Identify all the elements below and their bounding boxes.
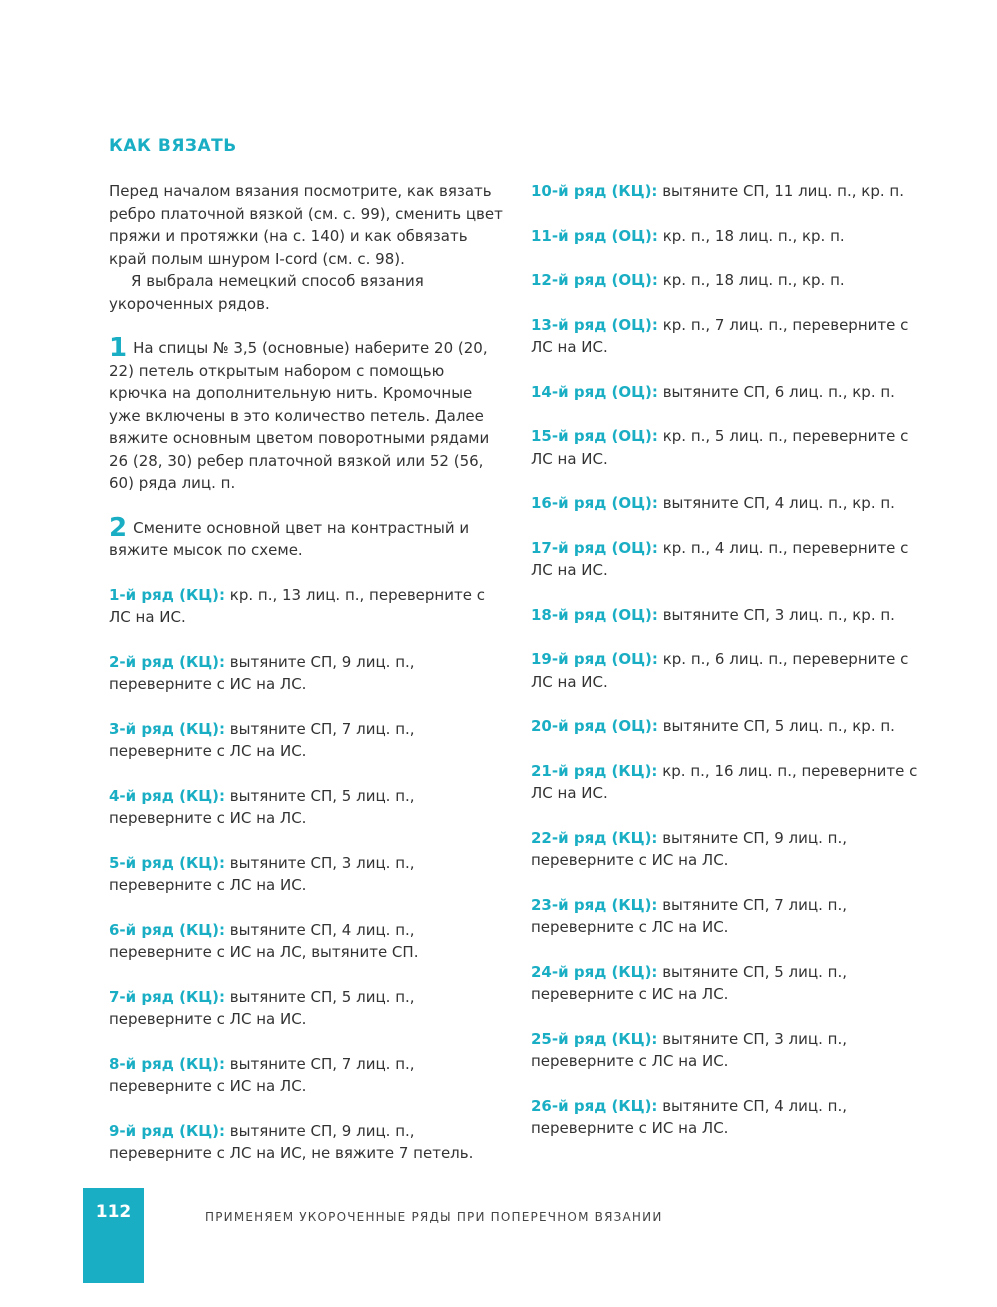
row-instruction: вытяните СП, 4 лиц. п., кр. п. [662, 494, 895, 512]
row-instruction: вытяните СП, 7 лиц. п., переверните с ИС на ЛС. [109, 1054, 415, 1095]
row-instruction: кр. п., 5 лиц. п., переверните с ЛС на ИС. [531, 427, 909, 468]
row-label: 16-й ряд (ОЦ): [531, 494, 658, 512]
row-label: 11-й ряд (ОЦ): [531, 226, 658, 245]
pattern-row [531, 827, 931, 872]
pattern-row [109, 651, 505, 696]
pattern-row [531, 381, 931, 404]
row-instruction: кр. п., 13 лиц. п., переверните с ЛС на ИС. [109, 585, 485, 626]
row-label: 22-й ряд (КЦ): [531, 828, 658, 847]
pattern-row [531, 715, 931, 738]
pattern-row [531, 492, 931, 515]
step-number: 1 [109, 333, 128, 363]
row-label: 7-й ряд (КЦ): [109, 987, 225, 1006]
page-number-tab [83, 1188, 144, 1283]
pattern-row [109, 584, 505, 629]
row-label: 2-й ряд (КЦ): [109, 652, 225, 671]
row-list-right [531, 180, 931, 1140]
row-instruction: вытяните СП, 6 лиц. п., кр. п. [662, 382, 895, 401]
row-instruction: кр. п., 16 лиц. п., переверните с ЛС на ИС. [531, 761, 918, 802]
row-label: 14-й ряд (ОЦ): [531, 382, 658, 401]
pattern-row [531, 537, 931, 582]
row-list-left [109, 584, 505, 1165]
row-label: 6-й ряд (КЦ): [109, 920, 225, 939]
intro-paragraph: Перед началом вязания посмотрите, как вязать ребро платочной вязкой (см. с. 99), сменить цвет пряжи и протяжки (на с. 140) и как обвязать край полым шнуром I-cord (см. с. 98). [109, 182, 503, 268]
row-instruction: вытяните СП, 3 лиц. п., переверните с ЛС на ИС. [109, 853, 415, 894]
row-label: 21-й ряд (КЦ): [531, 761, 658, 780]
step-text: На спицы № 3,5 (основные) наберите 20 (20, 22) петель открытым набором с помощью крючка на дополнительную нить. Кромочные уже включены в это количество петель. Далее вяжите основным цветом поворотными рядами 26 (28, 30) ребер платочной вязкой или 52 (56, 60) ряда лиц. п. [109, 339, 490, 492]
row-instruction: кр. п., 6 лиц. п., переверните с ЛС на ИС. [531, 650, 909, 691]
pattern-row [531, 894, 931, 939]
row-instruction: кр. п., 18 лиц. п., кр. п. [662, 271, 845, 289]
intro-paragraph: Я выбрала немецкий способ вязания укороченных рядов. [109, 272, 424, 313]
row-instruction: вытяните СП, 5 лиц. п., переверните с ИС на ЛС. [109, 786, 415, 827]
row-label: 5-й ряд (КЦ): [109, 853, 225, 872]
row-label: 19-й ряд (ОЦ): [531, 650, 658, 668]
row-label: 13-й ряд (ОЦ): [531, 315, 658, 334]
row-instruction: вытяните СП, 9 лиц. п., переверните с ЛС на ИС, не вяжите 7 петель. [109, 1121, 474, 1162]
pattern-row [531, 1028, 931, 1073]
section-heading: КАК ВЯЗАТЬ [109, 136, 237, 156]
step-number: 2 [109, 512, 128, 543]
pattern-row [531, 314, 931, 359]
row-instruction: кр. п., 4 лиц. п., переверните с ЛС на ИС. [531, 538, 909, 579]
row-label: 4-й ряд (КЦ): [109, 786, 225, 805]
row-instruction: вытяните СП, 5 лиц. п., кр. п. [662, 717, 895, 735]
pattern-row [531, 425, 931, 470]
row-instruction: вытяните СП, 7 лиц. п., переверните с ЛС на ИС. [109, 719, 415, 760]
row-label: 26-й ряд (КЦ): [531, 1096, 658, 1115]
row-instruction: вытяните СП, 3 лиц. п., кр. п. [662, 605, 895, 624]
row-label: 24-й ряд (КЦ): [531, 962, 658, 981]
row-instruction: вытяните СП, 9 лиц. п., переверните с ИС на ЛС. [531, 828, 847, 869]
row-label: 15-й ряд (ОЦ): [531, 427, 658, 445]
pattern-row [531, 269, 931, 292]
row-label: 8-й ряд (КЦ): [109, 1054, 225, 1073]
pattern-row [109, 986, 505, 1031]
pattern-row [109, 1120, 505, 1165]
row-label: 23-й ряд (КЦ): [531, 895, 658, 914]
row-instruction: вытяните СП, 7 лиц. п., переверните с ЛС на ИС. [531, 895, 847, 936]
page-number: 112 [95, 1202, 132, 1222]
row-instruction: вытяните СП, 5 лиц. п., переверните с ЛС на ИС. [109, 987, 415, 1028]
row-instruction: вытяните СП, 9 лиц. п., переверните с ИС на ЛС. [109, 652, 415, 693]
row-label: 17-й ряд (ОЦ): [531, 538, 658, 557]
step-text: Смените основной цвет на контрастный и вяжите мысок по схеме. [109, 518, 470, 559]
pattern-row [109, 919, 505, 964]
pattern-row [531, 961, 931, 1006]
pattern-row [109, 852, 505, 897]
row-label: 9-й ряд (КЦ): [109, 1121, 225, 1140]
row-label: 3-й ряд (КЦ): [109, 719, 225, 738]
step-2 [109, 512, 505, 562]
row-label: 20-й ряд (ОЦ): [531, 717, 658, 735]
step-1 [109, 333, 505, 495]
row-instruction: вытяните СП, 4 лиц. п., переверните с ИС на ЛС, вытяните СП. [109, 920, 419, 961]
running-footer: ПРИМЕНЯЕМ УКОРОЧЕННЫЕ РЯДЫ ПРИ ПОПЕРЕЧНОМ ВЯЗАНИИ [205, 1210, 663, 1224]
pattern-row [531, 225, 931, 248]
row-label: 25-й ряд (КЦ): [531, 1029, 658, 1048]
row-label: 10-й ряд (КЦ): [531, 182, 658, 200]
row-instruction: вытяните СП, 11 лиц. п., кр. п. [662, 182, 904, 200]
pattern-row [109, 718, 505, 763]
row-instruction: вытяните СП, 5 лиц. п., переверните с ИС на ЛС. [531, 962, 847, 1003]
row-label: 1-й ряд (КЦ): [109, 585, 225, 604]
pattern-row [531, 1095, 931, 1140]
left-column [109, 180, 505, 1187]
row-label: 18-й ряд (ОЦ): [531, 605, 658, 624]
pattern-row [531, 648, 931, 693]
pattern-row [531, 604, 931, 627]
row-instruction: кр. п., 7 лиц. п., переверните с ЛС на ИС. [531, 315, 909, 356]
right-column [531, 180, 931, 1162]
row-instruction: кр. п., 18 лиц. п., кр. п. [662, 226, 845, 245]
pattern-row [531, 760, 931, 805]
row-instruction: вытяните СП, 3 лиц. п., переверните с ЛС на ИС. [531, 1029, 847, 1070]
pattern-row [531, 180, 931, 203]
row-label: 12-й ряд (ОЦ): [531, 271, 658, 289]
row-instruction: вытяните СП, 4 лиц. п., переверните с ИС на ЛС. [531, 1096, 847, 1137]
pattern-row [109, 785, 505, 830]
pattern-row [109, 1053, 505, 1098]
